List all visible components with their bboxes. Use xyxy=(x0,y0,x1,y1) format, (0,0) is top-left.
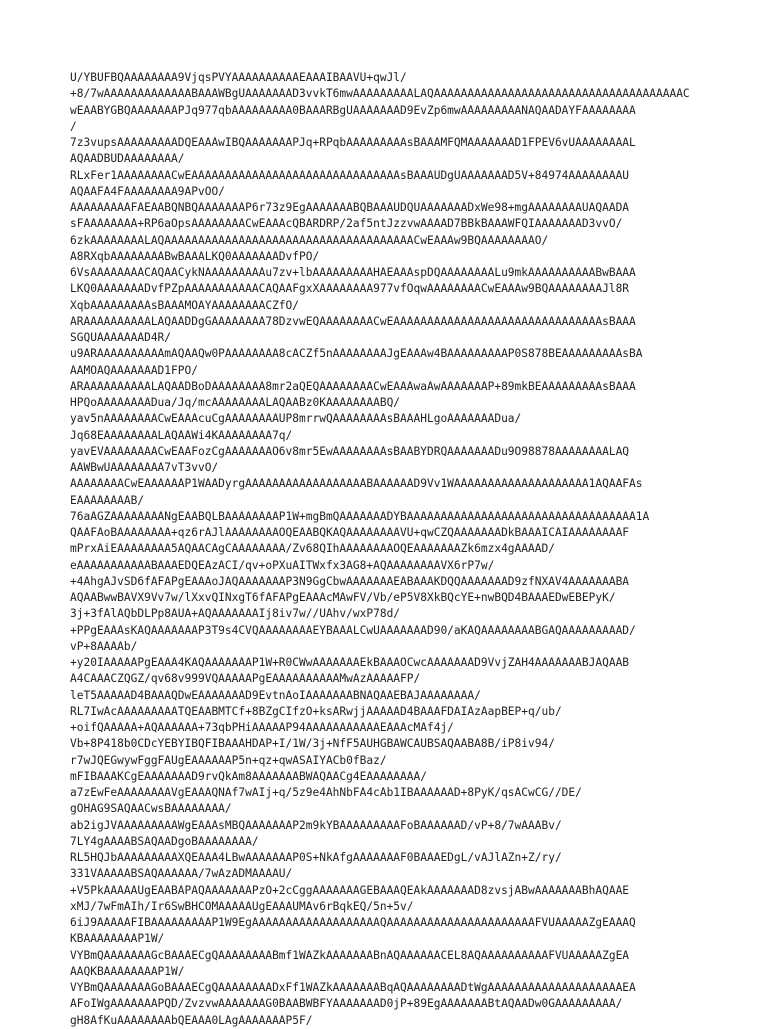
text-line: XqbAAAAAAAAAsBAAAMOAYAAAAAAAACZfO/ xyxy=(70,298,300,312)
text-line: / xyxy=(70,119,77,133)
text-line: +y20IAAAAAPgEAAA4KAQAAAAAAAP1W+R0CWwAAAAAAAEkBAAAOCwcAAAAAAAD9VvjZAH4AAAAAAABJAQAAB xyxy=(70,656,630,669)
text-line: 3j+3fAlAQbDLPp8AUA+AQAAAAAAAIj8iv7w//UAhv/wxP78d/ xyxy=(70,607,401,621)
text-line: r7wJQEGwywFggFAUgEAAAAAAP5n+qz+qwASAIYACb0fBaz/ xyxy=(70,753,387,767)
text-line: KBAAAAAAAAP1W/ xyxy=(70,932,165,946)
text-line: 76aAGZAAAAAAAANgEAABQLBAAAAAAAAP1W+mgBmQAAAAAAADYBAAAAAAAAAAAAAAAAAAAAAAAAAAAAAAAAAA1A xyxy=(70,509,650,523)
text-line: AQAADBUDAAAAAAAA/ xyxy=(70,152,185,166)
text-line: sFAAAAAAAA+RP6aOpsAAAAAAAACwEAAAcQBARDRP/2af5ntJzzvwAAAAD7BBkBAAAWFQIAAAAAAAD3vvO/ xyxy=(70,217,623,231)
text-line: A8RXqbAAAAAAAABwBAAALKQ0AAAAAAADvfPO/ xyxy=(70,249,320,263)
text-line: yav5nAAAAAAAACwEAAAcuCgAAAAAAAAUP8mrrwQAAAAAAAAsBAAAHLgoAAAAAAADua/ xyxy=(70,412,522,426)
text-line: eAAAAAAAAAAABAAAEDQEAzACI/qv+oPXuAITWxfx3AG8+AQAAAAAAAAVX6rP7w/ xyxy=(70,558,495,572)
text-line: +oifQAAAAA+AQAAAAAA+73qbPHiAAAAAP94AAAAAAAAAAAEAAAcMAf4j/ xyxy=(70,721,454,734)
text-line: AQAAFA4FAAAAAAAA9APvOO/ xyxy=(70,184,225,198)
text-line: AAMOAQAAAAAAAD1FPO/ xyxy=(70,363,198,377)
text-line: +V5PkAAAAAUgEAABAPAQAAAAAAAPzO+2cCggAAAAAAAGEBAAAQEAkAAAAAAAD8zvsjABwAAAAAAABhAQAAE xyxy=(70,883,630,897)
text-line: yavEVAAAAAAAACwEAAFozCgAAAAAAAO6v8mr5EwAAAAAAAAsBAABYDRQAAAAAAADu9O98878AAAAAAAALAQ xyxy=(70,444,630,458)
text-line: HPQoAAAAAAAADua/Jq/mcAAAAAAAALAQAABz0KAAAAAAAABQ/ xyxy=(70,396,401,409)
text-line: u9ARAAAAAAAAAAmAQAAQw0PAAAAAAAA8cACZf5nAAAAAAAAJgEAAAw4BAAAAAAAAAP0S878BEAAAAAAAAAsBA xyxy=(70,347,643,361)
text-line: AAQKBAAAAAAAAP1W/ xyxy=(70,964,185,978)
text-line: gOHAG9SAQAACwsBAAAAAAAA/ xyxy=(70,802,232,816)
text-line: RL5HQJbAAAAAAAAAXQEAAA4LBwAAAAAAAP0S+NkAfgAAAAAAAF0BAAAEDgL/vAJlAZn+Z/ry/ xyxy=(70,851,562,864)
text-line: 7LY4gAAAABSAQAADgoBAAAAAAAA/ xyxy=(70,834,259,848)
text-line: Jq68EAAAAAAAALAQAAWi4KAAAAAAAA7q/ xyxy=(70,428,293,442)
text-line: AQAABwwBAVX9Vv7w/lXxvQINxgT6fAFAPgEAAAcMAwFV/Vb/eP5V8XkBQcYE+nwBQD4BAAAEDwEBEPyK/ xyxy=(70,591,616,604)
text-line: 331VAAAAABSAQAAAAAA/7wAzADMAAAAU/ xyxy=(70,867,293,881)
text-line: 7z3vupsAAAAAAAAADQEAAAwIBQAAAAAAAPJq+RPqbAAAAAAAAAsBAAAMFQMAAAAAAAD1FPEV6vUAAAAAAAAL xyxy=(70,136,636,149)
text-line: mFIBAAAKCgEAAAAAAAD9rvQkAm8AAAAAAABWAQAACg4EAAAAAAAA/ xyxy=(70,769,427,783)
text-line: AAWBwUAAAAAAAA7vT3vvO/ xyxy=(70,461,219,474)
text-line: AAAAAAAACwEAAAAAAP1WAADyrgAAAAAAAAAAAAAAAAAABAAAAAAD9Vv1WAAAAAAAAAAAAAAAAAAAA1AQAAFAs xyxy=(70,477,643,491)
text-line: U/YBUFBQAAAAAAAA9VjqsPVYAAAAAAAAAAEAAAIBAAVU+qwJl/ xyxy=(70,71,407,84)
text-line: mPrxAiEAAAAAAAA5AQAACAgCAAAAAAAA/Zv68QIhAAAAAAAAOQEAAAAAAAZk6mzx4gAAAAD/ xyxy=(70,542,555,556)
text-line: AAAAAAAAAFAEAABQNBQAAAAAAAP6r73z9EgAAAAAAABQBAAAUDQUAAAAAAADxWe98+mgAAAAAAAAUAQAADA xyxy=(70,201,630,214)
text-line: wEAABYGBQAAAAAAAPJq977qbAAAAAAAAA0BAAARBgUAAAAAAAD9EvZp6mwAAAAAAAAANAQAADAYFAAAAAAAA xyxy=(70,103,636,117)
text-line: +8/7wAAAAAAAAAAAAABAAAWBgUAAAAAAAD3vvkT6mwAAAAAAAAALAQAAAAAAAAAAAAAAAAAAAAAAAAAAAAAAAAAAAAAC xyxy=(70,87,690,101)
text-line: vP+8AAAAb/ xyxy=(70,639,138,653)
text-line: AFoIWgAAAAAAAPQD/ZvzvwAAAAAAAG0BAABWBFYAAAAAAAD0jP+89EgAAAAAAABtAQAADw0GAAAAAAAAA/ xyxy=(70,997,623,1011)
text-line: VYBmQAAAAAAAGcBAAAECgQAAAAAAAABmf1WAZkAAAAAAABnAQAAAAAACEL8AQAAAAAAAAAAFVUAAAAAZgEA xyxy=(70,948,630,962)
text-line: a7zEwFeAAAAAAAAVgEAAAQNAf7wAIj+q/5z9e4AhNbFA4cAb1IBAAAAAAD+8PyK/qsACwCG//DE/ xyxy=(70,786,582,799)
text-line: VYBmQAAAAAAAGoBAAAECgQAAAAAAAADxFf1WAZkAAAAAAABqAQAAAAAAAADtWgAAAAAAAAAAAAAAAAAAAAEA xyxy=(70,981,636,994)
text-line: EAAAAAAAAB/ xyxy=(70,493,145,507)
text-line: QAAFAoBAAAAAAAA+qz6rAJlAAAAAAAAOQEAABQKAQAAAAAAAAVU+qwCZQAAAAAAADkBAAAICAIAAAAAAAAF xyxy=(70,526,630,539)
text-line: SGQUAAAAAAAD4R/ xyxy=(70,331,172,344)
text-line: RLxFer1AAAAAAAACwEAAAAAAAAAAAAAAAAAAAAAAAAAAAAAAAsBAAAUDgUAAAAAAAD5V+84974AAAAAAAAU xyxy=(70,168,630,182)
text-line: +4AhgAJvSD6fAFAPgEAAAoJAQAAAAAAAP3N9GgCbwAAAAAAAEABAAAKDQQAAAAAAAD9zfNXAV4AAAAAAABA xyxy=(70,574,630,588)
text-line: 6iJ9AAAAAFIBAAAAAAAAAP1W9EgAAAAAAAAAAAAAAAAAAAQAAAAAAAAAAAAAAAAAAAAAAFVUAAAAAZgEAAAQ xyxy=(70,916,636,929)
text-line: leT5AAAAAD4BAAAQDwEAAAAAAAD9EvtnAoIAAAAAAABNAQAAEBAJAAAAAAAA/ xyxy=(70,688,481,702)
text-line: LKQ0AAAAAAADvfPZpAAAAAAAAAAACAQAAFgxXAAAAAAAA977vfOqwAAAAAAAACwEAAAw9BQAAAAAAAAJl8R xyxy=(70,282,630,296)
text-line: gH8AfKuAAAAAAAAbQEAAA0LAgAAAAAAAP5F/ xyxy=(70,1013,313,1027)
text-line: 6zkAAAAAAAALAQAAAAAAAAAAAAAAAAAAAAAAAAAAAAAAAAAAAAACwEAAAw9BQAAAAAAAAO/ xyxy=(70,233,549,247)
text-line: 6VsAAAAAAAACAQAACykNAAAAAAAAAu7zv+lbAAAAAAAAAHAEAAAspDQAAAAAAAALu9mkAAAAAAAAAABwBAAA xyxy=(70,266,636,279)
text-line: RL7IwAcAAAAAAAAATQEAABMTCf+8BZgCIfzO+ksARwjjAAAAAD4BAAAFDAIAzAapBEP+q/ub/ xyxy=(70,704,562,718)
text-line: ab2igJVAAAAAAAAAWgEAAAsMBQAAAAAAAP2m9kYBAAAAAAAAAFoBAAAAAAD/vP+8/7wAAABv/ xyxy=(70,818,562,832)
text-line: Vb+8P418b0CDcYEBYIBQFIBAAAHDAP+I/1W/3j+NfF5AUHGBAWCAUBSAQAABA8B/iP8iv94/ xyxy=(70,737,555,751)
text-line: A4CAAACZQGZ/qv68v999VQAAAAAPgEAAAAAAAAAAMwAzAAAAAFP/ xyxy=(70,672,421,686)
text-line: ARAAAAAAAAAALAQAADBoDAAAAAAAA8mr2aQEQAAAAAAAACwEAAAwaAwAAAAAAAP+89mkBEAAAAAAAAAsBAAA xyxy=(70,379,636,393)
text-line: ARAAAAAAAAAALAQAADDgGAAAAAAAA78DzvwEQAAAAAAAACwEAAAAAAAAAAAAAAAAAAAAAAAAAAAAAAAsBAAA xyxy=(70,314,636,328)
text-line: xMJ/7wFmAIh/Ir6SwBHCOMAAAAAUgEAAAUMAv6rBqkEQ/5n+5v/ xyxy=(70,899,414,913)
encoded-text-block xyxy=(70,70,700,1029)
text-line: +PPgEAAAsKAQAAAAAAAP3T9s4CVQAAAAAAAAEYBAAALCwUAAAAAAAD90/aKAQAAAAAAAABGAQAAAAAAAAAD/ xyxy=(70,623,636,637)
